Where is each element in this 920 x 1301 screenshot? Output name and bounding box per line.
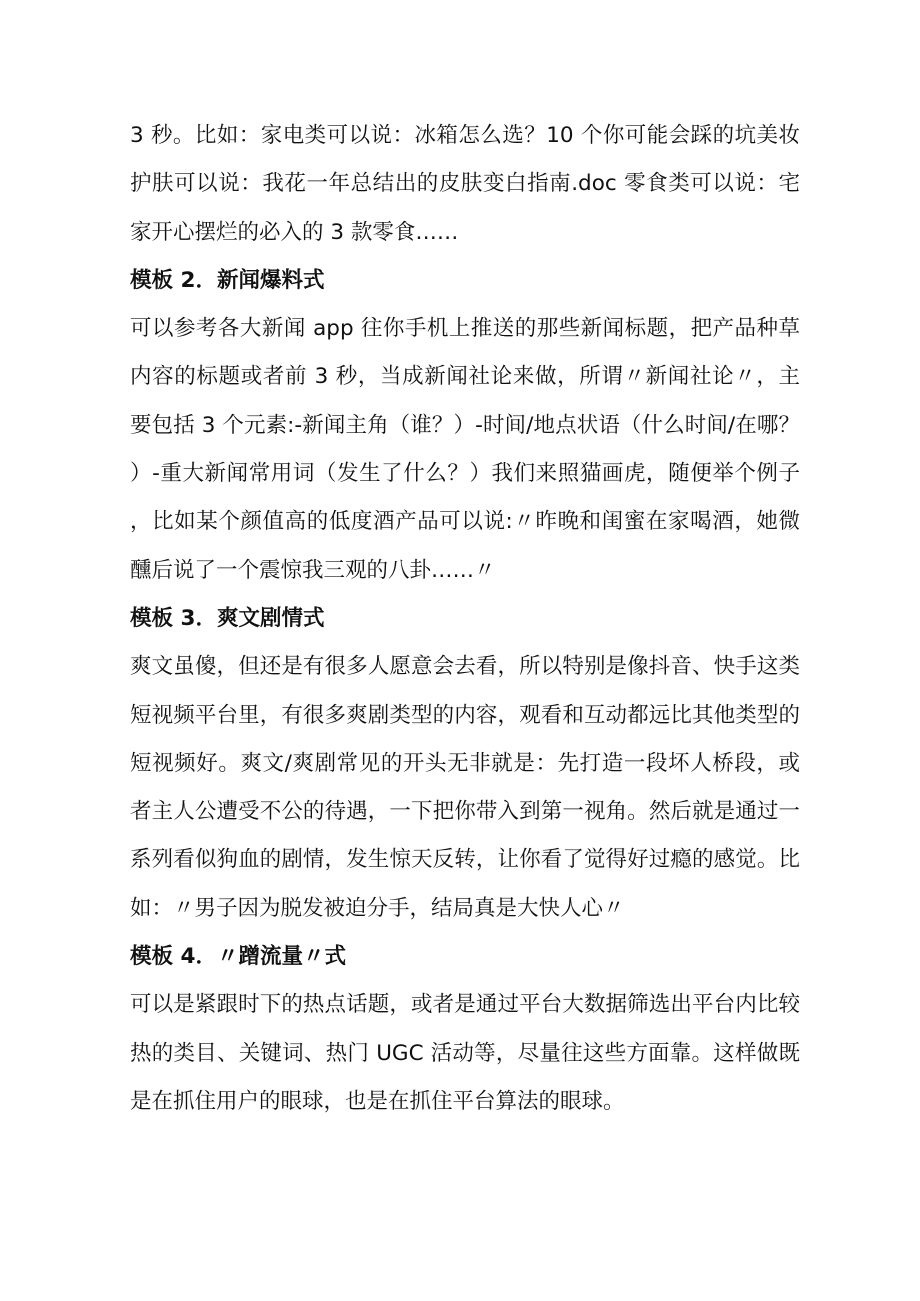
paragraph-template-4: 可以是紧跟时下的热点话题，或者是通过平台大数据筛选出平台内比较热的类目、关键词、热门 UGC 活动等，尽量往这些方面靠。这样做既是在抓住用户的眼球，也是在抓住平台算法的眼球。 bbox=[130, 992, 800, 1114]
heading-template-3: 模板 3．爽文剧情式 bbox=[130, 605, 325, 631]
heading-template-2: 模板 2．新闻爆料式 bbox=[130, 267, 325, 293]
paragraph-template-3: 爽文虽傻，但还是有很多人愿意会去看，所以特别是像抖音、快手这类短视频平台里，有很多爽剧类型的内容，观看和互动都远比其他类型的短视频好。爽文/爽剧常见的开头无非就是：先打造一段坏人桥段，或者主人公遭受不公的待遇，一下把你带入到第一视角。然后就是通过一系列看似狗血的剧情，发生惊天反转，让你看了觉得好过瘾的感觉。比如：〃男子因为脱发被迫分手，结局真是大快人心〃 bbox=[130, 654, 800, 921]
paragraph-intro: 3 秒。比如：家电类可以说：冰箱怎么选？10 个你可能会踩的坑美妆护肤可以说：我花一年总结出的皮肤变白指南.doc 零食类可以说：宅家开心摆烂的必入的 3 款零食…… bbox=[130, 123, 800, 245]
document-body bbox=[130, 112, 800, 1126]
paragraph-template-2: 可以参考各大新闻 app 往你手机上推送的那些新闻标题，把产品种草内容的标题或者前 3 秒，当成新闻社论来做，所谓〃新闻社论〃，主要包括 3 个元素:-新闻主角（谁？）-时间/地点状语（什么时间/在哪？）-重大新闻常用词（发生了什么？）我们来照猫画虎，随便举个例子，比如某个颜值高的低度酒产品可以说:〃昨晚和闺蜜在家喝酒，她微醺后说了一个震惊我三观的八卦……〃 bbox=[130, 316, 800, 583]
heading-template-4: 模板 4．〃蹭流量〃式 bbox=[130, 944, 346, 970]
